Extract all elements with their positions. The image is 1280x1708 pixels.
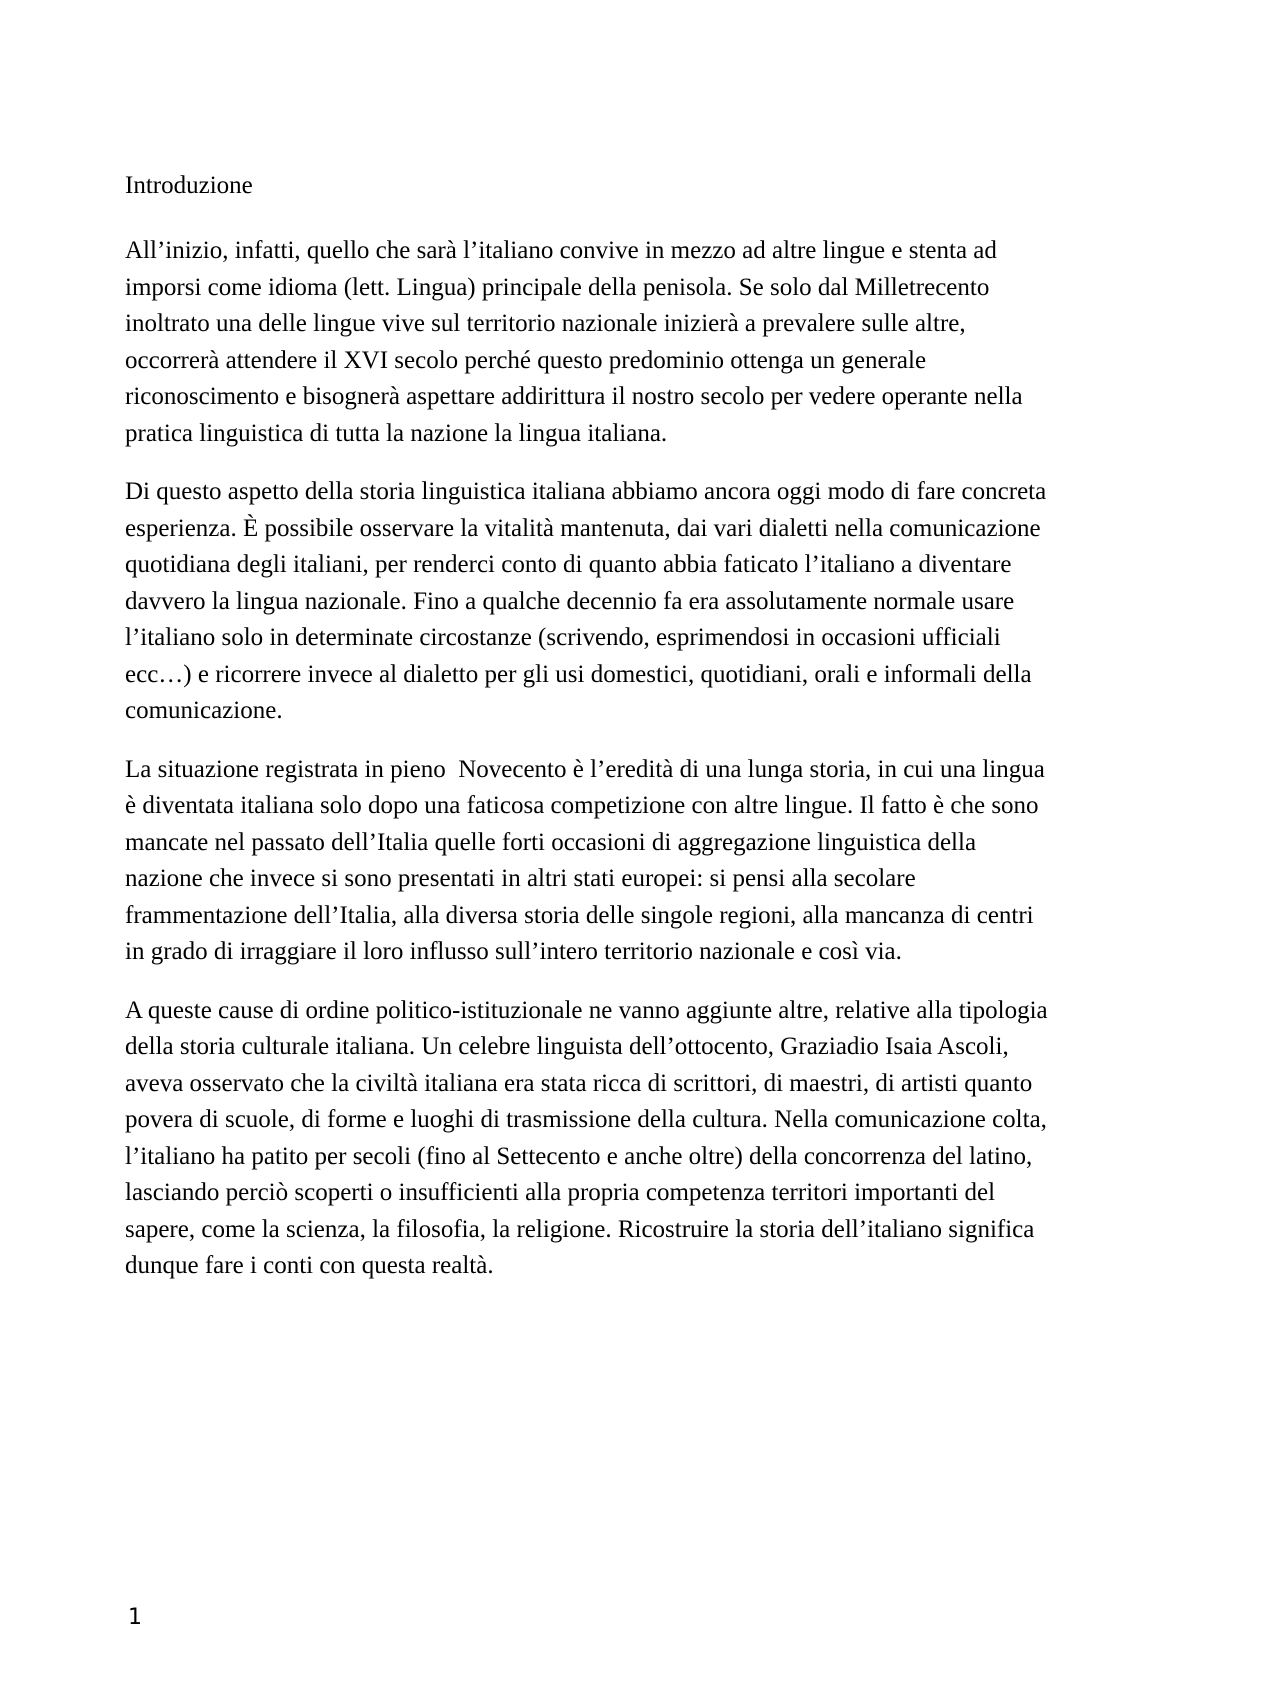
- page-number: 1: [128, 1605, 142, 1630]
- paragraph-line: inoltrato una delle lingue vive sul territorio nazionale inizierà a prevalere sulle altre,: [125, 310, 966, 337]
- paragraph-line: A queste cause di ordine politico-istituzionale ne vanno aggiunte altre, relative alla tipologia: [125, 996, 1048, 1024]
- paragraph-line: frammentazione dell’Italia, alla diversa storia delle singole regioni, alla mancanza di centri: [125, 901, 1034, 929]
- paragraph-line: lasciando perciò scoperti o insufficienti alla propria competenza territori importanti del: [125, 1179, 996, 1206]
- paragraph-line: riconoscimento e bisognerà aspettare addirittura il nostro secolo per vedere operante nella: [125, 383, 1023, 410]
- paragraph-line: nazione che invece si sono presentati in altri stati europei: si pensi alla secolare: [125, 865, 916, 892]
- document-body: [125, 233, 1165, 1307]
- paragraph-line: pratica linguistica di tutta la nazione la lingua italiana.: [125, 419, 668, 447]
- paragraph-line: sapere, come la scienza, la filosofia, la religione. Ricostruire la storia dell’italiano significa: [125, 1215, 1035, 1243]
- paragraph-3: [125, 752, 1165, 971]
- paragraph-line: esperienza. È possibile osservare la vitalità mantenuta, dai vari dialetti nella comunicazione: [125, 514, 1041, 542]
- page-title: Introduzione: [125, 172, 253, 199]
- paragraph-line: povera di scuole, di forme e luoghi di trasmissione della cultura. Nella comunicazione colta,: [125, 1106, 1047, 1133]
- paragraph-line: in grado di irraggiare il loro influsso sull’intero territorio nazionale e così via.: [125, 938, 902, 965]
- paragraph-line: La situazione registrata in pieno Novecento è l’eredità di una lunga storia, in cui una lingua: [125, 755, 1045, 783]
- paragraph-line: della storia culturale italiana. Un celebre linguista dell’ottocento, Graziadio Isaia Ascoli,: [125, 1033, 1009, 1060]
- paragraph-1: [125, 233, 1165, 452]
- paragraph-line: occorrerà attendere il XVI secolo perché questo predominio ottenga un generale: [125, 346, 927, 374]
- paragraph-line: mancate nel passato dell’Italia quelle forti occasioni di aggregazione linguistica della: [125, 828, 977, 856]
- paragraph-line: comunicazione.: [125, 697, 283, 724]
- paragraph-line: dunque fare i conti con questa realtà.: [125, 1252, 494, 1279]
- paragraph-4: [125, 993, 1165, 1285]
- paragraph-line: imporsi come idioma (lett. Lingua) principale della penisola. Se solo dal Milletrecento: [125, 273, 990, 301]
- paragraph-line: Di questo aspetto della storia linguistica italiana abbiamo ancora oggi modo di fare concreta: [125, 478, 1047, 505]
- paragraph-line: All’inizio, infatti, quello che sarà l’italiano convive in mezzo ad altre lingue e stenta ad: [125, 237, 997, 264]
- paragraph-2: [125, 474, 1165, 730]
- paragraph-line: davvero la lingua nazionale. Fino a qualche decennio fa era assolutamente normale usare: [125, 587, 1015, 615]
- paragraph-line: è diventata italiana solo dopo una faticosa competizione con altre lingue. Il fatto è che sono: [125, 792, 1039, 819]
- paragraph-line: l’italiano ha patito per secoli (fino al Settecento e anche oltre) della concorrenza del latino,: [125, 1142, 1033, 1170]
- paragraph-line: aveva osservato che la civiltà italiana era stata ricca di scrittori, di maestri, di artisti quanto: [125, 1069, 1033, 1097]
- paragraph-line: ecc…) e ricorrere invece al dialetto per gli usi domestici, quotidiani, orali e informali della: [125, 660, 1032, 688]
- paragraph-line: l’italiano solo in determinate circostanze (scrivendo, esprimendosi in occasioni ufficiali: [125, 624, 1001, 651]
- paragraph-line: quotidiana degli italiani, per renderci conto di quanto abbia faticato l’italiano a diventare: [125, 551, 1012, 578]
